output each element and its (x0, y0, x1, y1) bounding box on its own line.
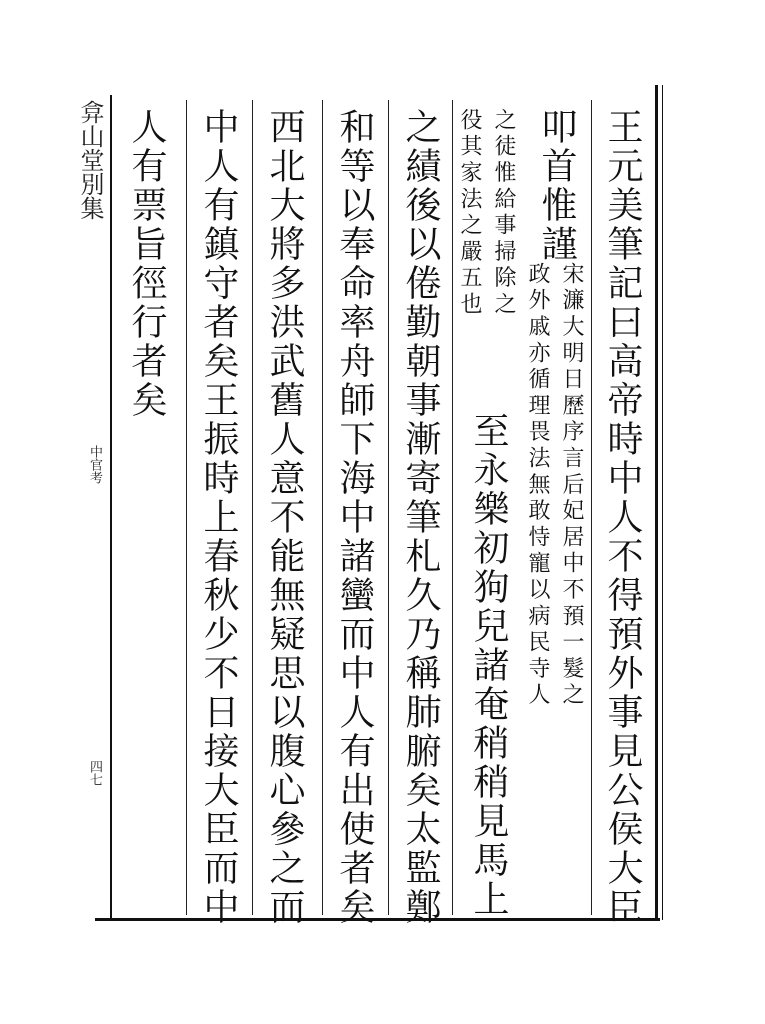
text-column-2: 叩首惟謹 (536, 108, 577, 264)
bottom-border (95, 918, 660, 921)
column-divider (186, 100, 187, 915)
text-column-8: 人有票旨徑行者矣 (126, 108, 167, 420)
text-column-3: 至永樂初狗兒諸奄稍稍見馬上 (468, 412, 509, 919)
column-divider (322, 100, 323, 915)
text-column-6: 西北大將多洪武舊人意不能無疑思以腹心參之而 (264, 108, 305, 927)
annotation-column-4: 役其家法之嚴五也 (457, 108, 482, 319)
column-divider (252, 100, 253, 915)
text-column-5: 和等以奉命率舟師下海中諸蠻而中人有出使者矣 (334, 108, 375, 927)
column-divider (388, 100, 389, 915)
column-divider (591, 100, 592, 915)
annotation-column-3: 之徒惟給事掃除之 (491, 108, 516, 319)
right-border (655, 85, 658, 920)
column-divider (452, 100, 453, 915)
annotation-column-1: 宋濂大明日歷序言后妃居中不預一髮之 (559, 262, 584, 710)
text-column-4: 之績後以倦勤朝事漸寄筆札久乃稱肺腑矣太監鄭 (400, 108, 441, 927)
right-border-inner (662, 85, 663, 920)
margin-page-number: 四七 (87, 760, 102, 786)
text-column-7: 中人有鎮守者矣王振時上春秋少不日接大臣而中 (198, 108, 239, 927)
margin-title: 弇山堂別集 (76, 100, 104, 220)
left-border (110, 95, 112, 920)
margin-section: 中官考 (87, 445, 102, 484)
text-column-1: 王元美筆記曰高帝時中人不得預外事見公侯大臣 (602, 108, 643, 927)
annotation-column-2: 政外戚亦循理畏法無敢恃寵以病民寺人 (525, 262, 550, 710)
